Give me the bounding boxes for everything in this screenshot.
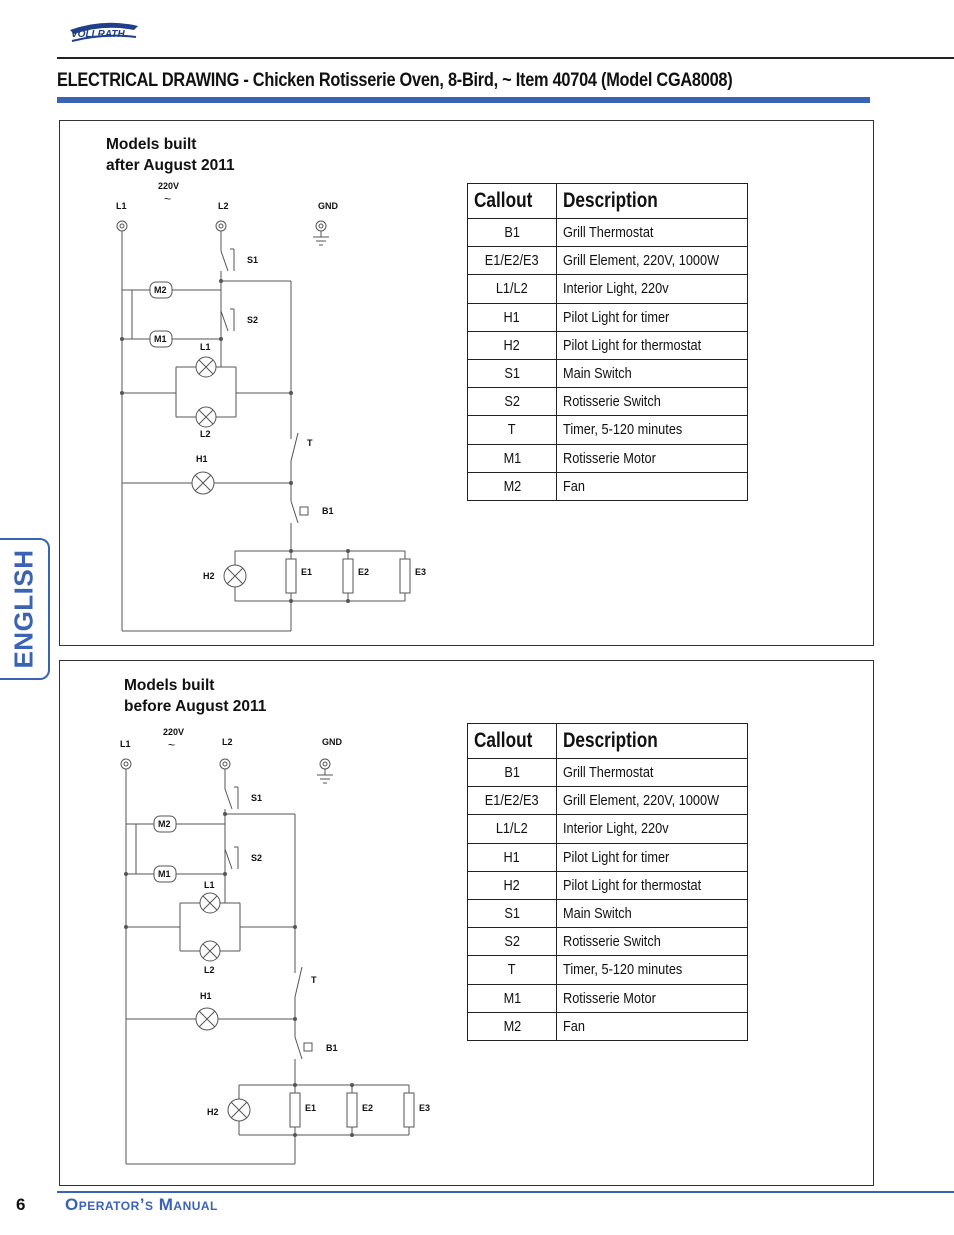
timer-t-label: T	[311, 975, 317, 985]
pilot-h2-label: H2	[203, 571, 215, 581]
table-row: S2 Rotisserie Switch	[468, 928, 748, 956]
wiring-schematic	[60, 121, 480, 645]
voltage-label: 220V	[163, 727, 185, 737]
element-e3-label: E3	[415, 567, 427, 577]
thermostat-b1-label: B1	[322, 506, 334, 516]
pilot-h1-label: H1	[200, 991, 212, 1001]
vollrath-logo	[68, 20, 140, 44]
switch-s2-label: S2	[251, 853, 263, 863]
footer-rule	[57, 1191, 954, 1193]
table-row: B1 Grill Thermostat	[468, 759, 748, 787]
ac-symbol: ~	[164, 192, 172, 206]
lamp-l2-label: L2	[204, 965, 215, 975]
switch-s1-label: S1	[251, 793, 263, 803]
callout-table	[467, 723, 748, 1041]
terminal-l2-label: L2	[218, 201, 229, 211]
description-header: Description	[557, 724, 748, 759]
motor-m1-label: M1	[158, 869, 171, 879]
switch-s1-label: S1	[247, 255, 259, 265]
terminal-l2-label: L2	[222, 737, 233, 747]
language-tab-label: ENGLISH	[8, 549, 39, 669]
table-row: E1/E2/E3 Grill Element, 220V, 1000W	[468, 247, 748, 275]
table-row: M2 Fan	[468, 472, 748, 500]
element-e2-label: E2	[358, 567, 370, 577]
table-row: M2 Fan	[468, 1012, 748, 1040]
table-row: L1/L2 Interior Light, 220v	[468, 275, 748, 303]
lamp-l2-label: L2	[200, 429, 211, 439]
description-header: Description	[557, 184, 748, 219]
page-number: 6	[16, 1195, 26, 1214]
callout-header: Callout	[468, 724, 557, 759]
language-tab	[0, 538, 50, 680]
ac-symbol: ~	[168, 738, 176, 752]
panel-before-2011	[59, 660, 874, 1186]
lamp-l1-label: L1	[200, 342, 211, 352]
motor-m2-label: M2	[158, 819, 171, 829]
table-row: H1 Pilot Light for timer	[468, 303, 748, 331]
motor-m2-label: M2	[154, 285, 167, 295]
timer-t-label: T	[307, 438, 313, 448]
heading-line-2: after August 2011	[106, 157, 235, 174]
table-row: L1/L2 Interior Light, 220v	[468, 815, 748, 843]
table-row: H2 Pilot Light for thermostat	[468, 871, 748, 899]
pilot-h2-label: H2	[207, 1107, 219, 1117]
heading-line-1: Models built	[106, 136, 197, 153]
logo-text: VOLLRATH	[71, 29, 125, 40]
table-row: H2 Pilot Light for thermostat	[468, 331, 748, 359]
table-row: T Timer, 5-120 minutes	[468, 416, 748, 444]
table-row: S2 Rotisserie Switch	[468, 388, 748, 416]
wiring-schematic	[60, 661, 480, 1185]
element-e1-label: E1	[301, 567, 313, 577]
table-row: S1 Main Switch	[468, 899, 748, 927]
element-e1-label: E1	[305, 1103, 317, 1113]
terminal-gnd-label: GND	[318, 201, 338, 211]
table-row: S1 Main Switch	[468, 359, 748, 387]
title-underline-bar	[57, 97, 870, 103]
callout-header: Callout	[468, 184, 557, 219]
lamp-l1-label: L1	[204, 880, 215, 890]
element-e3-label: E3	[419, 1103, 431, 1113]
table-row: M1 Rotisserie Motor	[468, 444, 748, 472]
terminal-l1-label: L1	[116, 201, 127, 211]
pilot-h1-label: H1	[196, 454, 208, 464]
table-header-row	[468, 184, 748, 219]
thermostat-b1-label: B1	[326, 1043, 338, 1053]
switch-s2-label: S2	[247, 315, 259, 325]
table-row: H1 Pilot Light for timer	[468, 843, 748, 871]
page-title: ELECTRICAL DRAWING - Chicken Rotisserie Oven, 8-Bird, ~ Item 40704 (Model CGA8008)	[57, 70, 733, 91]
voltage-label: 220V	[158, 181, 180, 191]
table-row: T Timer, 5-120 minutes	[468, 956, 748, 984]
terminal-l1-label: L1	[120, 739, 131, 749]
terminal-gnd-label: GND	[322, 737, 342, 747]
heading-line-1: Models built	[124, 677, 215, 694]
element-e2-label: E2	[362, 1103, 374, 1113]
table-row: M1 Rotisserie Motor	[468, 984, 748, 1012]
header-rule	[57, 57, 954, 59]
callout-table	[467, 183, 748, 501]
motor-m1-label: M1	[154, 334, 167, 344]
table-row: E1/E2/E3 Grill Element, 220V, 1000W	[468, 787, 748, 815]
panel-after-2011	[59, 120, 874, 646]
table-row: B1 Grill Thermostat	[468, 219, 748, 247]
heading-line-2: before August 2011	[124, 698, 267, 715]
table-header-row	[468, 724, 748, 759]
manual-title: Operator’s Manual	[65, 1195, 218, 1214]
